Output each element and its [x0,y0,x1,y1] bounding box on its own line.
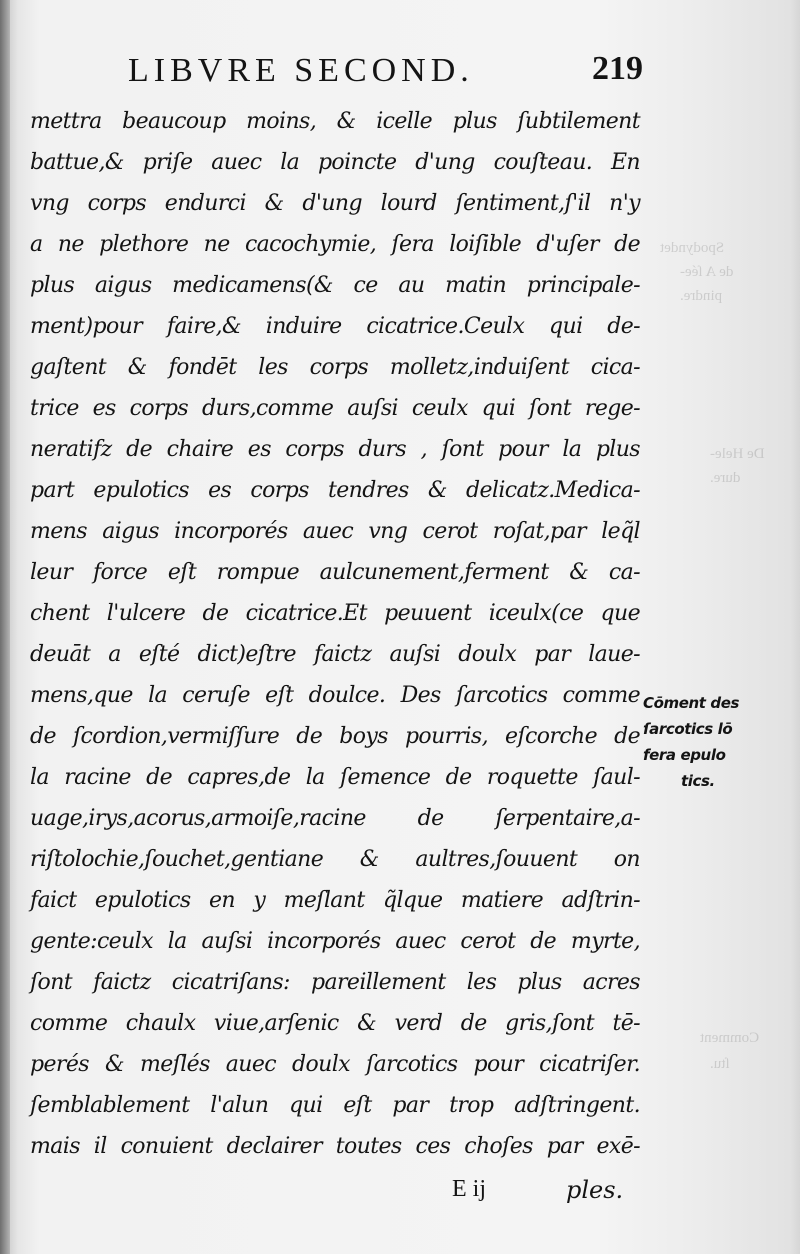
text-line: leur force eſt rompue aulcunement,ferment & ca- [30,560,640,585]
running-head [0,48,800,98]
text-line: battue,& priſe auec la poincte d'ung couſteau. En [30,150,640,175]
marginal-note-line: fera epulo [643,746,726,764]
text-line: la racine de capres,de la ſemence de roquette ſaul- [30,765,640,790]
text-line: uage,irys,acorus,armoiſe,racine de ſerpentaire,a- [30,806,640,831]
text-line: gaſtent & fondēt les corps molletz,induiſent cica- [30,355,640,380]
page-number: 219 [592,50,643,87]
text-line: mais il conuient declairer toutes ces choſes par exē- [30,1134,640,1159]
text-line: ment)pour faire,& induire cicatrice.Ceulx qui de- [30,314,640,339]
marginal-note-line: Cōment des [643,694,740,712]
text-line: mettra beaucoup moins, & icelle plus ſubtilement [30,109,640,134]
text-line: plus aigus medicamens(& ce au matin principale- [30,273,640,298]
text-line: faict epulotics en y meſlant q̃lque matiere adſtrin- [30,888,640,913]
text-line: ſemblablement l'alun qui eſt par trop adſtringent. [30,1093,640,1118]
marginal-note-line: ſarcotics lō [643,720,733,738]
text-line: neratifz de chaire es corps durs , ſont pour la plus [30,437,640,462]
running-title: LIBVRE SECOND. [128,52,474,89]
text-line: riſtolochie,ſouchet,gentiane & aultres,ſouuent on [30,847,640,872]
text-line: de ſcordion,vermiſſure de boys pourris, eſcorche de [30,724,640,749]
text-line: ſont faictz cicatriſans: pareillement les plus acres [30,970,640,995]
text-line: mens,que la ceruſe eſt doulce. Des ſarcotics comme [30,683,640,708]
text-line: a ne plethore ne cacochymie, ſera loiſible d'uſer de [30,232,640,257]
page-footer [0,1174,800,1214]
text-line: gente:ceulx la auſsi incorporés auec cerot de myrte, [30,929,640,954]
text-line: perés & meſlés auec doulx ſarcotics pour cicatriſer. [30,1052,640,1077]
show-through-bleed: Spodyndet de A ſée- pindre. De Hele- dure. Comment ſtu. [660,240,765,1072]
text-line: mens aigus incorporés auec vng cerot roſat,par leq̃l [30,519,640,544]
text-line: chent l'ulcere de cicatrice.Et peuuent iceulx(ce que [30,601,640,626]
text-line: part epulotics es corps tendres & delicatz.Medica- [30,478,640,503]
binding-shadow [0,0,10,1254]
text-line: vng corps endurci & d'ung lourd ſentiment,ſ'il n'y [30,191,640,216]
text-line: comme chaulx viue,arſenic & verd de gris,ſont tē- [30,1011,640,1036]
signature-mark: E ij [452,1176,486,1202]
text-line: deuāt a eſté dict)eſtre faictz auſsi doulx par laue- [30,642,640,667]
catchword: ples. [566,1176,624,1204]
text-line: trice es corps durs,comme auſsi ceulx qui ſont rege- [30,396,640,421]
marginal-note-line: tics. [681,772,715,790]
